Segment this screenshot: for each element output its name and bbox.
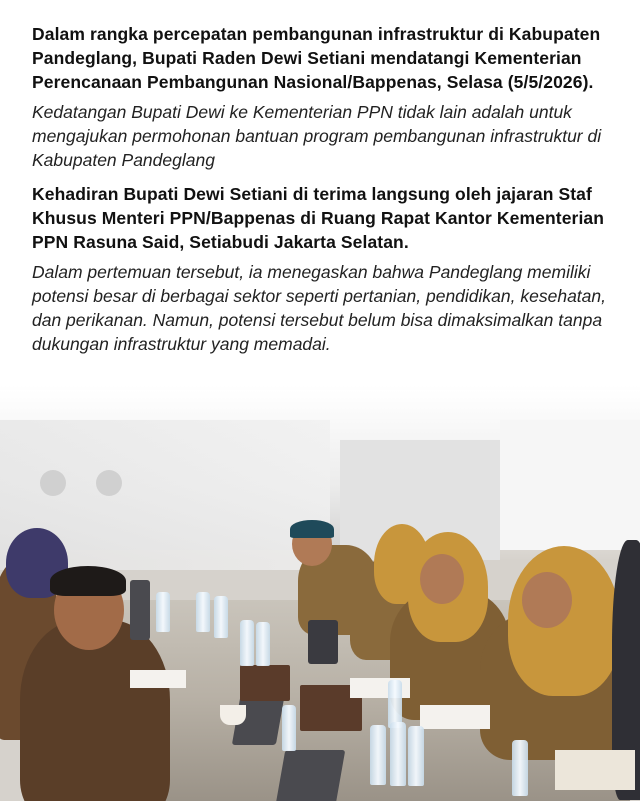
participant-hair	[50, 566, 126, 596]
paragraph-purpose: Kedatangan Bupati Dewi ke Kementerian PPN tidak lain adalah untuk mengajukan permohonan bantuan program pembangunan infrastruktur di Kabupaten Pandeglang	[32, 102, 602, 170]
laptop	[275, 750, 346, 801]
water-bottle	[370, 725, 386, 785]
water-bottle	[512, 740, 528, 796]
paragraph-statement: Dalam pertemuan tersebut, ia menegaskan bahwa Pandeglang memiliki potensi besar di berbagai sektor seperti pertanian, pendidikan, kesehatan, dan perikanan. Namun, potensi tersebut belum bisa dimaksimalkan tanpa dukungan infrastruktur yang memadai.	[32, 262, 606, 354]
water-bottle	[390, 722, 406, 786]
participant-hijab	[508, 546, 620, 696]
water-bottle	[156, 592, 170, 632]
participant-face	[522, 572, 572, 628]
paragraph-reception: Kehadiran Bupati Dewi Setiani di terima langsung oleh jajaran Staf Khusus Menteri PPN/Bappenas di Ruang Rapat Kantor Kementerian PPN Rasuna Said, Setiabudi Jakarta Selatan.	[32, 184, 605, 252]
meeting-photo	[0, 500, 640, 801]
water-bottle	[388, 680, 402, 728]
laptop	[308, 620, 338, 664]
emblem-icon	[40, 470, 66, 496]
water-bottle	[240, 620, 254, 666]
water-bottle	[282, 705, 296, 751]
participant-cap	[290, 520, 334, 538]
cup	[220, 705, 246, 725]
laptop	[130, 580, 150, 640]
tissue-box	[240, 665, 290, 701]
participant-face	[420, 554, 464, 604]
water-bottle	[256, 622, 270, 666]
emblem-icon	[96, 470, 122, 496]
paragraph-lead: Dalam rangka percepatan pembangunan infrastruktur di Kabupaten Pandeglang, Bupati Raden Dewi Setiani mendatangi Kementerian Perencanaan Pembangunan Nasional/Bappenas, Selasa (5/5/2026).	[32, 24, 601, 92]
article-text	[32, 22, 612, 366]
water-bottle	[196, 592, 210, 632]
document	[130, 670, 186, 688]
water-bottle	[408, 726, 424, 786]
notebook	[555, 750, 635, 790]
document	[420, 705, 490, 729]
water-bottle	[214, 596, 228, 638]
